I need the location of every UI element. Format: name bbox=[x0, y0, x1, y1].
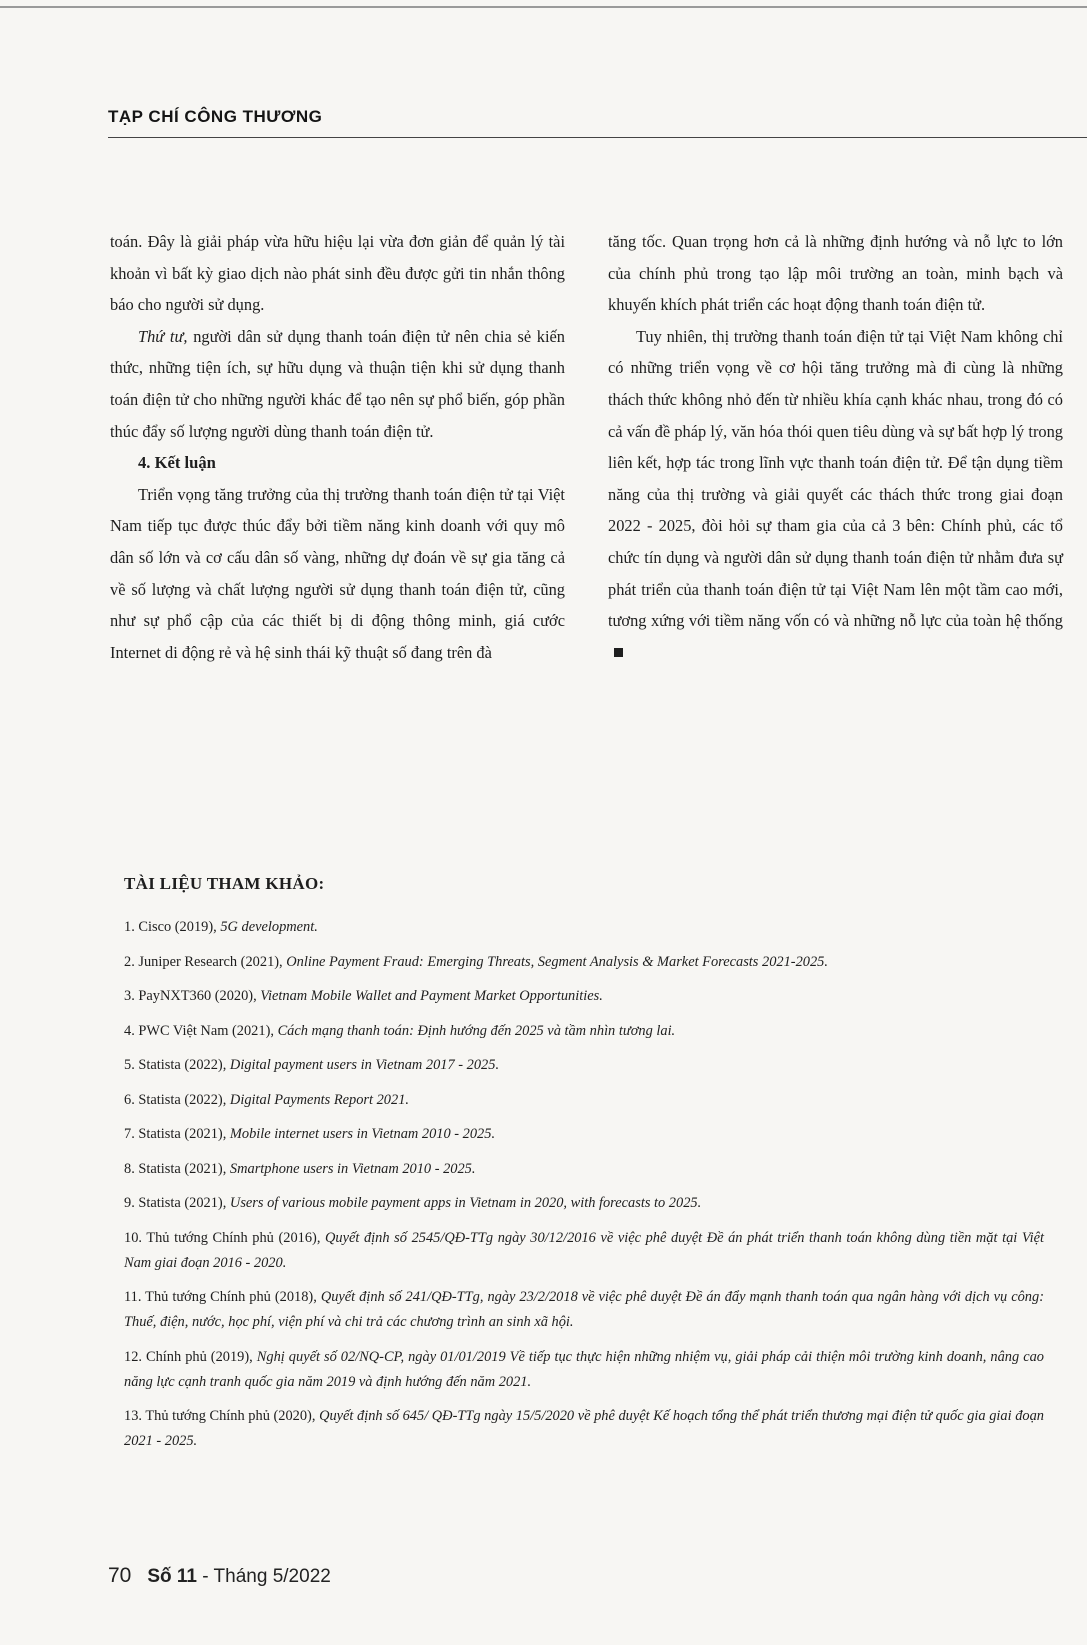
right-column bbox=[608, 226, 1063, 668]
reference-item bbox=[124, 1226, 1044, 1276]
paragraph: toán. Đây là giải pháp vừa hữu hiệu lại vừa đơn giản để quản lý tài khoản vì bất kỳ giao dịch nào phát sinh đều được gửi tin nhắn thông báo cho người sử dụng. bbox=[110, 232, 565, 315]
reference-title: 5G development. bbox=[220, 919, 318, 935]
reference-title: Smartphone users in Vietnam 2010 - 2025. bbox=[229, 1160, 476, 1177]
reference-item bbox=[124, 1019, 1044, 1044]
end-mark-icon bbox=[614, 648, 623, 657]
reference-source: 5. Statista (2022), bbox=[124, 1057, 230, 1073]
reference-title: Cách mạng thanh toán: Định hướng đến 2025 và tầm nhìn tương lai. bbox=[277, 1022, 676, 1039]
reference-title: Digital Payments Report 2021. bbox=[229, 1091, 409, 1108]
reference-item bbox=[124, 1404, 1044, 1454]
reference-item bbox=[124, 915, 1044, 940]
reference-title: Online Payment Fraud: Emerging Threats, Segment Analysis & Market Forecasts 2021-2025. bbox=[286, 953, 828, 970]
reference-item bbox=[124, 1191, 1044, 1216]
reference-item bbox=[124, 950, 1044, 975]
top-rule bbox=[0, 6, 1087, 8]
reference-title: Digital payment users in Vietnam 2017 - 2025. bbox=[229, 1057, 500, 1073]
reference-item bbox=[124, 1345, 1044, 1395]
reference-source: 12. Chính phủ (2019), bbox=[124, 1348, 257, 1365]
reference-item bbox=[124, 984, 1044, 1009]
reference-item bbox=[124, 1157, 1044, 1182]
reference-title: Mobile internet users in Vietnam 2010 - 2025. bbox=[229, 1126, 496, 1142]
page-footer bbox=[108, 1564, 331, 1588]
paragraph: tăng tốc. Quan trọng hơn cả là những định hướng và nỗ lực to lớn của chính phủ trong tạo lập môi trường an toàn, minh bạch và khuyến khích phát triển các hoạt động thanh toán điện tử. bbox=[608, 232, 1063, 315]
page-number: 70 bbox=[108, 1564, 132, 1587]
paragraph-text: người dân sử dụng thanh toán điện tử nên chia sẻ kiến thức, những tiện ích, sự hữu dụng và thuận tiện khi sử dụng thanh toán điện tử cho những người khác để tạo nên sự phổ biến, góp phần thúc đẩy số lượng người dùng thanh toán điện tử. bbox=[110, 326, 565, 441]
journal-header: TẠP CHÍ CÔNG THƯƠNG bbox=[108, 107, 323, 126]
reference-source: 4. PWC Việt Nam (2021), bbox=[124, 1022, 278, 1039]
paragraph: Triển vọng tăng trưởng của thị trường thanh toán điện tử tại Việt Nam tiếp tục được thúc đẩy bởi tiềm năng kinh doanh với quy mô dân số lớn và cơ cấu dân số vàng, những dự đoán về sự gia tăng cả về số lượng và chất lượng người sử dụng thanh toán điện tử, cũng như sự phổ cập của các thiết bị di động thông minh, giá cước Internet di động rẻ và hệ sinh thái kỹ thuật số đang trên đà bbox=[110, 484, 565, 662]
section-heading: 4. Kết luận bbox=[138, 453, 216, 473]
references-title: TÀI LIỆU THAM KHẢO: bbox=[124, 874, 325, 893]
paragraph bbox=[608, 321, 1063, 669]
header-rule bbox=[108, 137, 1087, 138]
reference-source: 13. Thủ tướng Chính phủ (2020), bbox=[124, 1408, 320, 1424]
reference-source: 1. Cisco (2019), bbox=[124, 919, 221, 935]
reference-title: Quyết định số 2545/QĐ-TTg ngày 30/12/2016 về việc phê duyệt Đề án phát triển thanh toán không dùng tiền mặt tại Việt Nam giai đoạn 2016 - 2020. bbox=[124, 1229, 1044, 1271]
reference-title: Nghị quyết số 02/NQ-CP, ngày 01/01/2019 Về tiếp tục thực hiện những nhiệm vụ, giải pháp cải thiện môi trường kinh doanh, nâng cao năng lực cạnh tranh quốc gia năm 2019 và định hướng đến năm 2021. bbox=[124, 1348, 1044, 1390]
reference-source: 3. PayNXT360 (2020), bbox=[124, 988, 261, 1004]
paragraph-lead: Thứ tư, bbox=[138, 326, 188, 346]
reference-title: Vietnam Mobile Wallet and Payment Market Opportunities. bbox=[260, 988, 603, 1004]
reference-item bbox=[124, 1053, 1044, 1078]
references-list bbox=[124, 915, 1044, 1464]
reference-source: 6. Statista (2022), bbox=[124, 1091, 230, 1108]
reference-source: 10. Thủ tướng Chính phủ (2016), bbox=[124, 1229, 326, 1246]
reference-source: 8. Statista (2021), bbox=[124, 1160, 230, 1177]
reference-title: Users of various mobile payment apps in Vietnam in 2020, with forecasts to 2025. bbox=[229, 1195, 702, 1211]
reference-source: 2. Juniper Research (2021), bbox=[124, 953, 287, 970]
reference-item bbox=[124, 1088, 1044, 1113]
left-column bbox=[110, 226, 565, 668]
reference-source: 7. Statista (2021), bbox=[124, 1126, 230, 1142]
issue-date: - Tháng 5/2022 bbox=[197, 1566, 331, 1587]
paragraph-text: Tuy nhiên, thị trường thanh toán điện tử tại Việt Nam không chỉ có những triển vọng về cơ hội tăng trưởng mà đi cùng là những thách thức không nhỏ đến từ nhiều khía cạnh khác nhau, trong đó có cả vấn đề pháp lý, văn hóa thói quen tiêu dùng và sự bất hợp lý trong liên kết, hợp tác trong lĩnh vực thanh toán điện tử. Để tận dụng tiềm năng của thị trường và giải quyết các thách thức trong giai đoạn 2022 - 2025, đòi hỏi sự tham gia của cả 3 bên: Chính phủ, các tổ chức tín dụng và người dân sử dụng thanh toán điện tử nhằm đưa sự phát triển của thanh toán điện tử tại Việt Nam lên một tầm cao mới, tương xứng với tiềm năng vốn có và những nỗ lực của toàn hệ thống bbox=[608, 326, 1063, 631]
paragraph bbox=[110, 321, 565, 447]
reference-item bbox=[124, 1285, 1044, 1335]
reference-source: 11. Thủ tướng Chính phủ (2018), bbox=[124, 1289, 321, 1305]
reference-title: Quyết định số 645/ QĐ-TTg ngày 15/5/2020 về phê duyệt Kế hoạch tổng thể phát triển thương mại điện tử quốc gia giai đoạn 2021 - 2025. bbox=[124, 1408, 1044, 1449]
reference-item bbox=[124, 1122, 1044, 1147]
reference-source: 9. Statista (2021), bbox=[124, 1195, 230, 1211]
issue-number: Số 11 bbox=[147, 1566, 198, 1587]
reference-title: Quyết định số 241/QĐ-TTg, ngày 23/2/2018 về việc phê duyệt Đề án đẩy mạnh thanh toán qua ngân hàng với dịch vụ công: Thuế, điện, nước, học phí, viện phí và chi trả các chương trình an sinh xã hội. bbox=[124, 1289, 1044, 1330]
